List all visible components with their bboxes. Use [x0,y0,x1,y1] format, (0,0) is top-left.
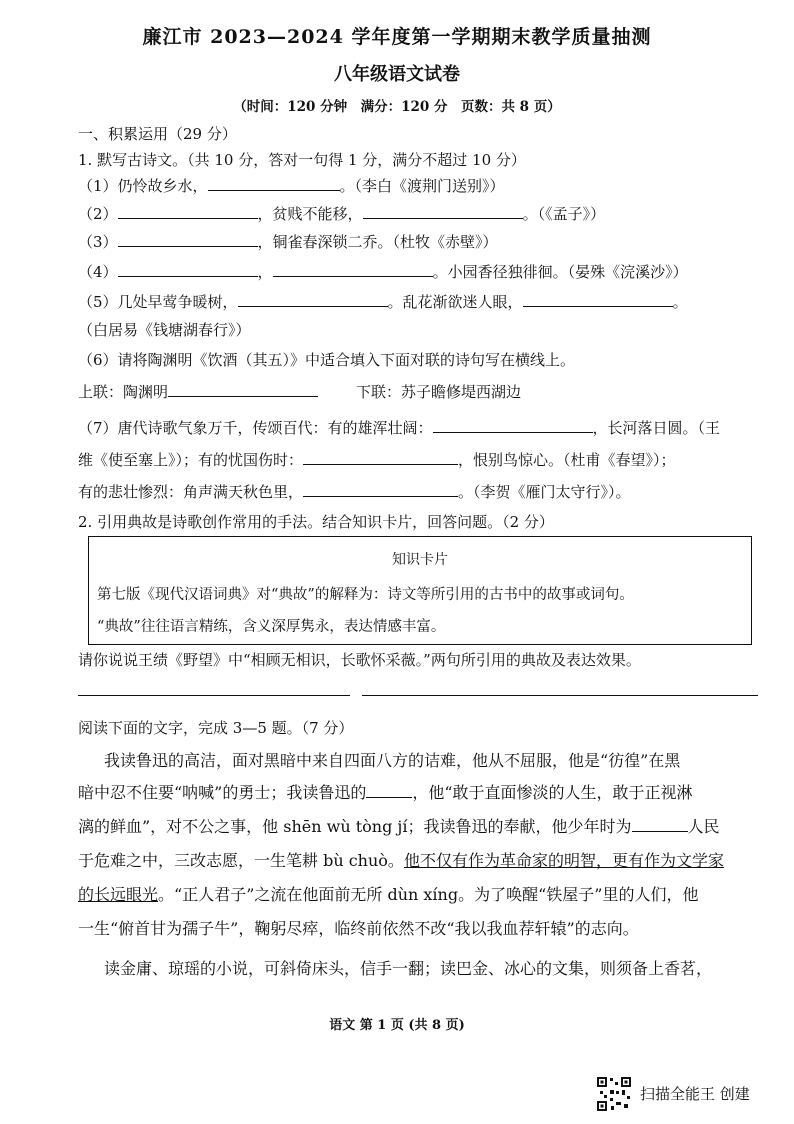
answer-blank[interactable] [118,204,258,219]
answer-blank[interactable] [303,450,458,465]
q1-item-3 [78,232,498,252]
answer-blank[interactable] [118,232,258,247]
text: （1）仍怜故乡水， [78,177,208,195]
q1-item-7-line3 [78,482,631,502]
reading-line-1: 我读鲁迅的高洁，面对黑暗中来自四面八方的诘难，他从不屈服，他是“彷徨”在黑 [104,751,681,770]
exam-meta: （时间：120 分钟 满分：120 分 页数：共 8 页） [233,99,561,115]
knowledge-card [88,536,752,645]
scanner-watermark: 扫描全能王 创建 [640,1085,750,1103]
q1-item-5-source: （白居易《钱塘湖春行》） [78,321,251,339]
couplet-down: 下联：苏子瞻修堤西湖边 [356,383,522,401]
q2-intro: 2. 引用典故是诗歌创作常用的手法。结合知识卡片，回答问题。（2 分） [78,513,554,531]
answer-line[interactable] [362,695,758,696]
text: ，贫贱不能移， [257,205,363,223]
text: 。（《孟子》） [522,205,606,223]
text: （4） [78,263,118,281]
underlined-sentence: 他不仅有作为革命家的明智，更有作为文学家 [403,851,724,870]
text: （2） [78,205,118,223]
answer-blank[interactable] [632,817,688,832]
q1-item-6: （6）请将陶渊明《饮酒（其五）》中适合填入下面对联的诗句写在横线上。 [78,351,576,369]
text: （5）几处早莺争暖树， [78,293,238,311]
answer-blank[interactable] [273,262,433,277]
exam-subtitle: 八年级语文试卷 [334,64,460,85]
text: 。（李贺《雁门太守行》）。 [458,483,631,501]
q1-item-1 [78,176,505,196]
text: 。乱花渐欲迷人眼， [387,293,523,311]
q1-item-7-line1 [78,418,720,438]
q1-item-7-line2 [78,450,676,470]
text: 。 [672,293,688,311]
answer-blank[interactable] [118,262,258,277]
reading-intro: 阅读下面的文字，完成 3—5 题。（7 分） [78,719,354,737]
text: 维《使至塞上》）；有的忧国伤时： [78,451,304,469]
card-title: 知识卡片 [392,552,448,568]
answer-blank[interactable] [363,204,523,219]
reading-line-5 [78,884,698,906]
reading-line-7: 读金庸、琼瑶的小说，可斜倚床头，信手一翻；读巴金、冰心的文集，则须备上香茗， [104,959,713,978]
answer-blank[interactable] [366,783,412,798]
exam-title: 廉江市 2023—2024 学年度第一学期期末教学质量抽测 [142,26,652,48]
couplet-up: 上联：陶渊明 [78,383,169,401]
text: ， [257,263,273,281]
text: （7）唐代诗歌气象万千，传颂百代：有的雄浑壮阔： [78,419,433,437]
page-footer: 语文 第 1 页 (共 8 页) [329,1018,465,1033]
text: ，他“敢于直面惨淡的人生，敢于正视淋 [412,783,693,802]
q1-item-5 [78,292,688,312]
answer-blank[interactable] [303,482,458,497]
text: 。“正人君子”之流在他面前无所 dùn xíng。为了唤醒“铁屋子”里的人们，他 [158,885,699,904]
text: ，长河落日圆。（王 [592,419,721,437]
text: 漓的鲜血”，对不公之事，他 shēn wù tòng jí；我读鲁迅的奉献，他少年时为 [78,817,632,836]
reading-line-2 [78,782,693,804]
underlined-sentence: 的长远眼光 [78,885,159,904]
text: 。小园香径独徘徊。（晏殊《浣溪沙》） [432,263,688,281]
reading-line-4 [78,850,724,872]
q1-intro: 1. 默写古诗文。（共 10 分，答对一句得 1 分，满分不超过 10 分） [78,151,526,169]
q1-item-4 [78,262,688,282]
reading-line-3 [78,816,720,838]
text: 暗中忍不住要“呐喊”的勇士；我读鲁迅的 [78,783,367,802]
card-line-1: 第七版《现代汉语词典》对“典故”的解释为：诗文等所引用的古书中的故事或词句。 [97,587,634,603]
answer-line[interactable] [78,695,350,696]
text: 有的悲壮惨烈：角声满天秋色里， [78,483,304,501]
answer-blank[interactable] [238,292,388,307]
text: 人民 [687,817,720,836]
card-line-2: “典故”往往语言精练，含义深厚隽永，表达情感丰富。 [97,619,446,635]
text: ，铜雀春深锁二乔。（杜牧《赤壁》） [257,233,498,251]
answer-blank[interactable] [433,418,593,433]
answer-blank[interactable] [208,176,340,191]
answer-blank[interactable] [523,292,673,307]
q2-prompt: 请你说说王绩《野望》中“相顾无相识，长歌怀采薇。”两句所引用的典故及表达效果。 [78,651,641,669]
text: 于危难之中，三改志愿，一生笔耕 bù chuò。 [78,851,404,870]
couplet [78,382,521,402]
qr-code-icon [596,1076,632,1112]
answer-blank[interactable] [168,382,318,397]
reading-line-6: 一生“俯首甘为孺子牛”，鞠躬尽瘁，临终前依然不改“我以我血荐轩辕”的志向。 [78,919,639,938]
text: 。（李白《渡荆门送别》） [339,177,505,195]
section-heading: 一、积累运用（29 分） [78,125,237,143]
text: ，恨别鸟惊心。（杜甫《春望》）； [458,451,676,469]
q1-item-2 [78,204,605,224]
text: （3） [78,233,118,251]
